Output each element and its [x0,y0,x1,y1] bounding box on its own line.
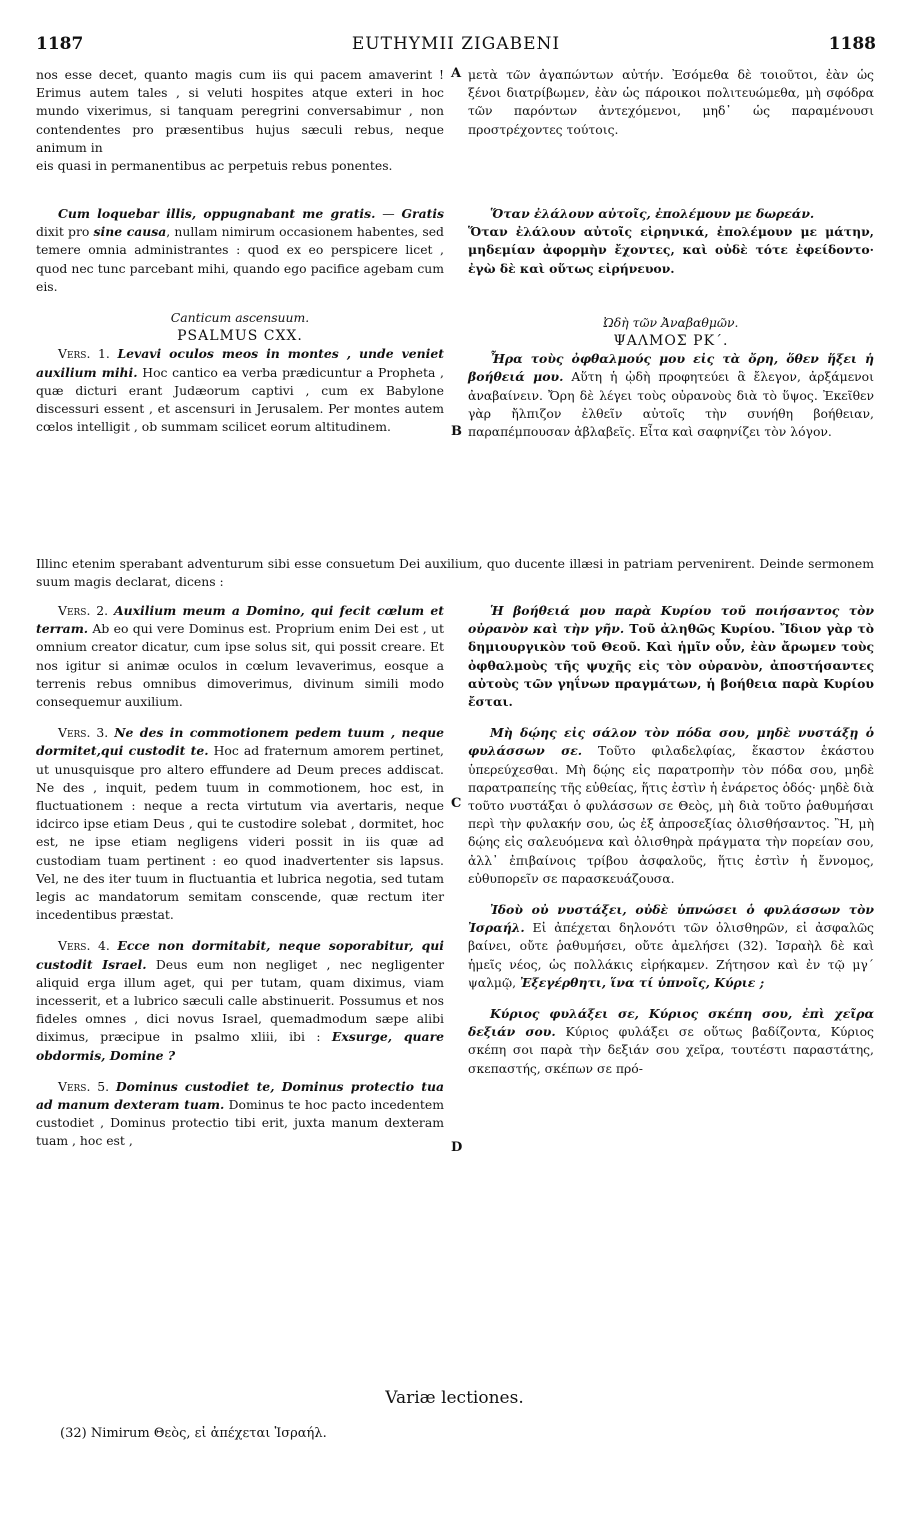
latin-verse-4: Vers. 4. Ecce non dormitabit, neque soporabitur, qui custodit Israel. Deus eum non negliget , nec negligenter aliquid erga illum aget, qui per tutam, quam diximus, viam incesserit, et a lubrico sæculi calle abstinuerit. Possumus et nos fideles omnes , dici novus Israel, quemadmodum sæpe alibi diximus, præcipue in psalmo xliii, ibi : Exsurge, quare obdormis, Domine ? [36,938,444,1063]
margin-marker-c: C [451,796,462,811]
greek-column-top [468,66,874,139]
greek-ode: Ὠδὴ τῶν Ἀναβαθμῶν. [603,314,739,330]
margin-marker-d: D [451,1140,463,1155]
latin-column-middle [36,205,444,436]
latin-intro: nos esse decet, quanto magis cum iis qui pacem amaverint ! Erimus autem tales , si veluti hospites atque exteri in hoc mundo vixerimus, si tanquam peregrini conversabimur , non contendentes pro præsentibus hujus sæculi rebus, neque animum in [36,67,444,155]
page-header [36,34,876,58]
latin-column-bottom [36,602,444,1151]
latin-cum-lemma: Cum loquebar illis, oppugnabant me gratis. [58,206,376,221]
greek-otan-block [468,205,874,278]
margin-marker-a: A [451,66,462,81]
greek-otan-lemma: Ὅταν ἐλάλουν αὐτοῖς, ἐπολέμουν με δωρεάν. [490,206,815,221]
latin-cum-sine: sine causa [93,224,167,240]
latin-cum-text: , nullam nimirum occasionem habentes, sed temere omnia administrantes : quod ex eo perspicere licet , quod nec tunc parcebant mihi, quando ego pacifice agebam cum eis. [36,224,444,294]
latin-psalm-title: PSALMUS CXX. [177,328,303,345]
latin-cum-word: Gratis [401,206,444,221]
greek-verse-3: Μὴ δῴης εἰς σάλον τὸν πόδα σου, μηδὲ νυστάξῃ ὁ φυλάσσων σε. Τοῦτο φιλαδελφίας, ἕκαστον ἑκάστου ὑπερεύχεσθαι. Μὴ δῴης εἰς παρατροπὴν τὸν πόδα σου, μηδὲ παρατραπείης τῆς εὐθείας, ἥτις ἐστὶν ἡ ἐνάρετος ὁδός· μηδὲ διὰ τοῦτο νυστάξαι ὁ φυλάσσων σε Θεὸς, μὴ διὰ τοῦτο ῥαθυμήσαι περὶ τὴν φυλακήν σου, ὡς ἐξ ἀπροσεξίας ὀλισθήσαντος. Ἢ, μὴ δῴης εἰς σαλευόμενα καὶ ὀλισθηρὰ πράγματα τὴν πορείαν σου, ἀλλ᾽ ἐπιβαίνοις τρίβου ἀσφαλοῦς, ἥτις ἐστὶν ἡ ἔννομος, εὐθυπορεῖν σε παρασκευάζουσα. [468,725,874,886]
latin-verse-2: Vers. 2. Auxilium meum a Domino, qui fecit cœlum et terram. Ab eo qui vere Dominus est. Proprium enim Dei est , ut omnium creator dicatur, cum ipse solus sit, qui possit creare. Et nos igitur si animæ oculos in cœlum levaverimus, eosque a terrenis rebus omnibus dimoverimus, divinum simili modo consequemur auxilium. [36,603,444,710]
page-number-left: 1187 [36,34,84,54]
variae-lectiones-heading: Variæ lectiones. [385,1388,524,1408]
greek-column-middle [468,205,874,441]
latin-verse-1: Vers. 1. Levavi oculos meos in montes , unde veniet auxilium mihi. Hoc cantico ea verba prædicuntur a Propheta , quæ dicturi erant Judæorum captivi , cum ex Babylone discessuri essent , et ascensuri in Jerusalem. Per montes autem cœlos intelligit , ob summam scilicet eorum altitudinem. [36,346,444,435]
latin-verse-3: Vers. 3. Ne des in commotionem pedem tuum , neque dormitet,qui custodit te. Hoc ad fraternum amorem pertinet, ut unusquisque pro altero effundere ad Deum preces addiscat. Ne des , inquit, pedem tuum in commotionem, hoc est, in fluctuationem : neque a recta virtutum via avertaris, neque idcirco ipse etiam Deus , qui te custodire solebat , dormitet, hoc est, ne ipse etiam negligens videri possit in iis quæ ad custodiam tuam pertinent : eo quod inadvertenter sis lapsus. Vel, ne des iter tuum in fluctuantia et lubrica negotia, sed tutam legis ac mandatorum semitam conscende, quæ rectum iter incedentibus præstat. [36,725,444,923]
latin-column-top [36,66,444,157]
greek-otan-text: Ὅταν ἐλάλουν αὐτοῖς εἰρηνικά, ἐπολέμουν με μάτην, μηδεμίαν ἀφορμὴν ἔχοντες, καὶ οὐδὲ τότε ἐφείδοντο· ἐγὼ δὲ καὶ οὕτως εἰρήνευον. [468,224,874,276]
latin-intro-continuation: eis quasi in permanentibus ac perpetuis rebus ponentes. [36,158,393,173]
greek-intro: μετὰ τῶν ἀγαπώντων αὐτήν. Ἐσόμεθα δὲ τοιοῦτοι, ἐὰν ὡς ξένοι διατρίβωμεν, ἐὰν ὡς πάροικοι πολιτευώμεθα, μὴ σφόδρα τῶν παρόντων ἀντεχόμενοι, μηδ᾽ ὡς παραμένουσι προστρέχοντες τούτοις. [468,67,874,137]
footnote-32: (32) Nimirum Θεὸς, εἰ ἀπέχεται Ἰσραήλ. [60,1426,327,1441]
running-title: EUTHYMII ZIGABENI [351,34,561,54]
page-number-right: 1188 [828,34,876,54]
greek-column-bottom [468,602,874,1078]
latin-verse-5: Vers. 5. Dominus custodiet te, Dominus protectio tua ad manum dexteram tuam. Dominus te hoc pacto incedentem custodiet , Dominus protectio tibi erit, juxta manum dexteram tuam , hoc est , [36,1078,444,1149]
latin-verse-1-continuation: Illinc etenim sperabant adventurum sibi esse consuetum Dei auxilium, quo ducente illæsi in patriam pervenirent. Deinde sermonem suum magis declarat, dicens : [36,556,874,590]
greek-verse-2: Ἡ βοήθειά μου παρὰ Κυρίου τοῦ ποιήσαντος τὸν οὐρανὸν καὶ τὴν γῆν. Τοῦ ἀληθῶς Κυρίου. Ἴδιον γὰρ τὸ δημιουργικὸν τοῦ Θεοῦ. Καὶ ἡμῖν οὖν, ἐὰν ἄρωμεν τοὺς ὀφθαλμοὺς τῆς ψυχῆς εἰς τὸν οὐρανὸν, ἀποστήσαντες αὐτοὺς τῶν γηΐνων πραγμάτων, ἡ βοήθεια παρὰ Κυρίου ἔσται. [468,603,874,710]
latin-cum-block: Cum loquebar illis, oppugnabant me gratis. — Gratis dixit pro sine causa, nullam nimirum occasionem habentes, sed temere omnia administrantes : quod ex eo perspicere licet , quod nec tunc parcebant mihi, quando ego pacifice agebam cum eis. [36,206,444,294]
greek-verse-4: Ἰδοὺ οὐ νυστάξει, οὐδὲ ὑπνώσει ὁ φυλάσσων τὸν Ἰσραήλ. Εἰ ἀπέχεται δηλονότι τῶν ὀλισθηρῶν, εἰ ἀσφαλῶς βαίνει, οὔτε ῥαθυμήσει, οὔτε ἀμελήσει (32). Ἰσραὴλ δὲ καὶ ἡμεῖς νέος, ὡς πολλάκις εἰρήκαμεν. Ζήτησον καὶ ἐν τῷ μγ΄ ψαλμῷ, Ἐξεγέρθητι, ἵνα τί ὑπνοῖς, Κύριε ; [468,902,874,990]
greek-verse-1: Ἦρα τοὺς ὀφθαλμούς μου εἰς τὰ ὄρη, ὅθεν ἥξει ἡ βοήθειά μου. Αὕτη ἡ ᾠδὴ προφητεύει ἃ ἔλεγον, ἀρξάμενοι ἀναβαίνειν. Ὄρη δὲ λέγει τοὺς οὐρανοὺς διὰ τὸ ὕψος. Ἐκεῖθεν γὰρ ἤλπιζον ἐλθεῖν αὐτοῖς τὴν συνήθη βοήθειαν, παραπέμπουσαν ἀβλαβεῖς. Εἶτα καὶ σαφηνίζει τὸν λόγον. [468,351,874,440]
latin-canticum: Canticum ascensuum. [170,310,310,326]
greek-psalm-title: ΨΑΛΜΟΣ ΡΚ΄. [613,333,729,350]
greek-verse-5: Κύριος φυλάξει σε, Κύριος σκέπη σου, ἐπὶ χεῖρα δεξιάν σου. Κύριος φυλάξει σε οὕτως βαδίζοντα, Κύριος σκέπη σοι παρὰ τὴν δεξιάν σου χεῖρα, τουτέστι παραστάτης, σκεπαστής, σκέπων σε πρό- [468,1006,874,1076]
margin-marker-b: B [451,424,462,439]
